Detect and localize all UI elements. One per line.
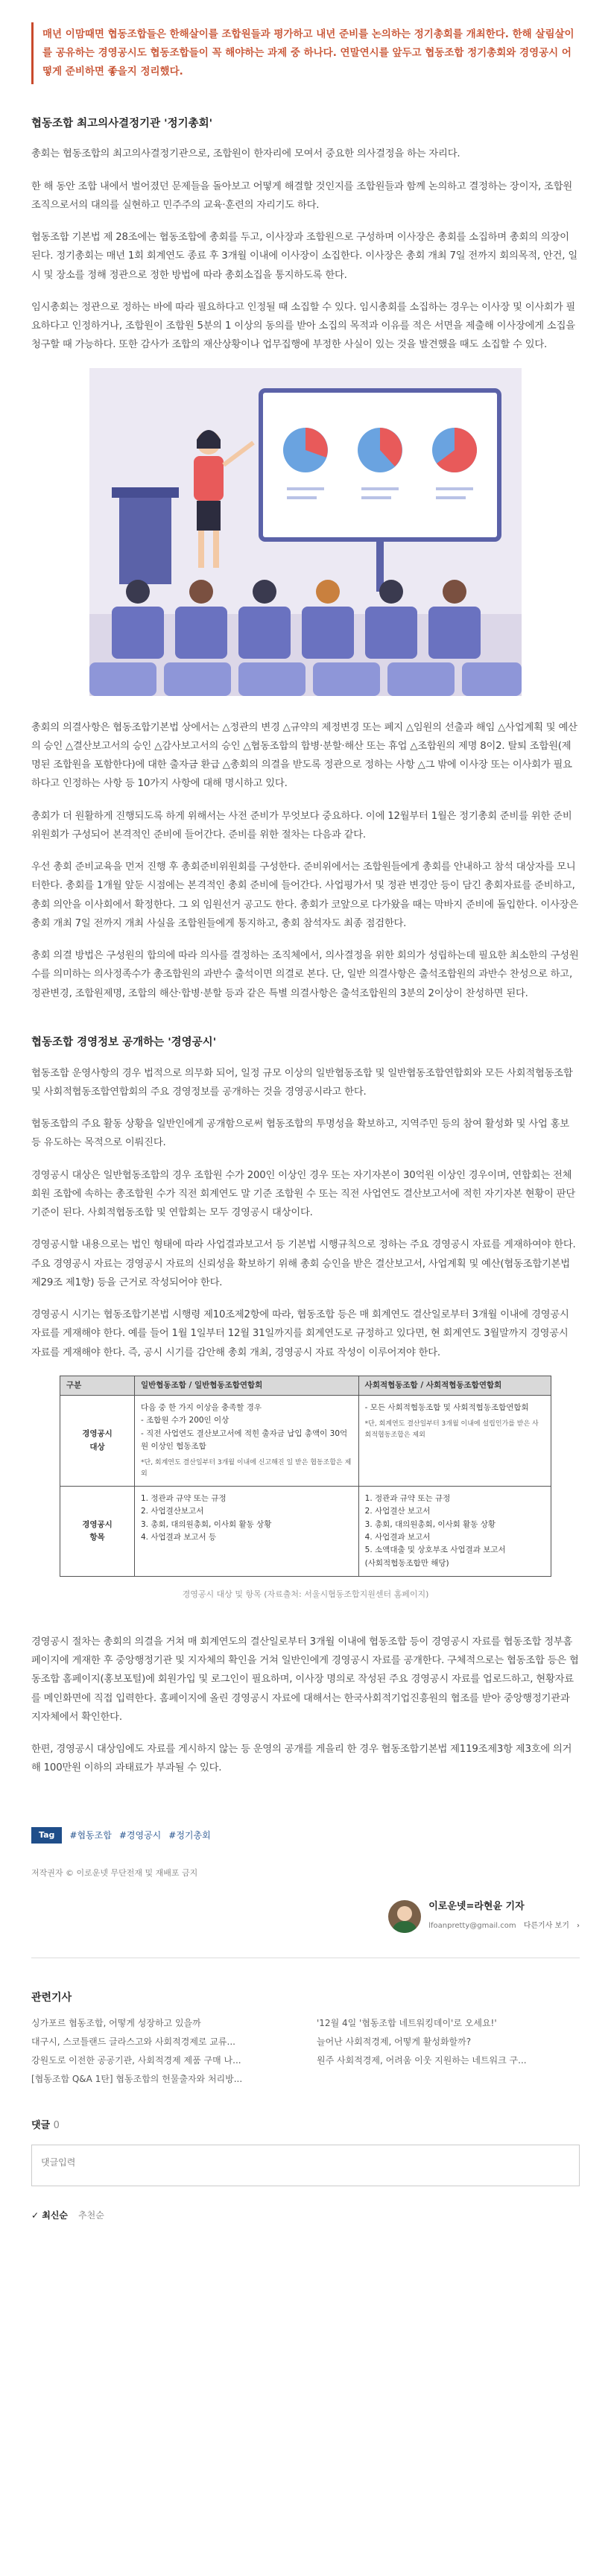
paragraph: 총회가 더 원활하게 진행되도록 하게 위해서는 사전 준비가 무엇보다 중요하다. 이에 12월부터 1월은 정기총회 준비를 위한 준비위원회가 구성되어 본격적인 준비에 들어간다. 준비를 위한 절차는 다음과 같다. xyxy=(31,810,572,841)
table-header-row xyxy=(60,1376,551,1395)
sort-recommended-tab[interactable]: 추천순 xyxy=(78,2210,104,2221)
article-page xyxy=(0,22,611,2254)
table-cell: 경영공시 항목 xyxy=(60,1487,135,1577)
table-cell-note: *단, 회계연도 결산일부터 3개월 이내에 신고해진 일 받은 협동조합은 제외 xyxy=(141,1459,352,1478)
table-cell xyxy=(358,1396,551,1487)
paragraph: 우선 총회 준비교육을 먼저 진행 후 총회준비위원회를 구성한다. 준비위에서는 조합원들에게 총회를 안내하고 참석 대상자를 모니터한다. 총회를 1개월 앞둔 시점에는 본격적인 총회 준비에 들어간다. 사업평가서 및 정관 변경안 등이 담긴 총회자료를 준비하고, 총회 의안을 이사회에서 확정한다. 그 외 임원선거 공고도 한다. 총회가 코앞으로 다가왔을 때는 막바지 준비에 돌입한다. 이사장은 총회 개최 7일 전까지 개최 사실을 조합원들에게 통지하고, 총회 참석자도 최종 점검한다. xyxy=(31,861,579,929)
comment-sort xyxy=(31,2207,580,2224)
paragraph: 협동조합의 주요 활동 상황을 일반인에게 공개함으로써 협동조합의 투명성을 확보하고, 지역주민 등의 참여 활성화 및 사업 홍보 등 유도하는 목적으로 이뤄진다. xyxy=(31,1118,569,1149)
disclosure-table-figure xyxy=(60,1376,551,1577)
paragraph: 경영공시할 내용으로는 법인 형태에 따라 사업결과보고서 등 기본법 시행규칙으로 정하는 주요 경영공시 자료를 게재하여야 한다. 주요 경영공시 자료는 경영공시 자료의 신뢰성을 확보하기 위해 총회 승인을 받은 결산보고서, 사업계획 및 예산(협동조합기본법 제29조 제1항) 등을 근거로 작성되어야 한다. xyxy=(31,1239,576,1288)
author-box xyxy=(31,1898,580,1934)
related-title: 관련기사 xyxy=(31,1991,72,2004)
table-row xyxy=(60,1487,551,1577)
table-row xyxy=(60,1396,551,1487)
related-article-link[interactable]: 원주 사회적경제, 어려움 이웃 지원하는 네트워크 구... xyxy=(317,2054,527,2066)
avatar xyxy=(388,1900,421,1933)
meeting-illustration xyxy=(89,368,522,696)
table-cell-text: - 모든 사회적협동조합 및 사회적협동조합연합회 xyxy=(364,1403,529,1413)
paragraph: 협동조합 기본법 제 28조에는 협동조합에 총회를 두고, 이사장과 조합원으로 구성하며 이사장은 총회를 소집하며 총회의 의장이 된다. 정기총회는 매년 1회 회계연도 종료 후 3개월 이내에 이사장이 소집한다. 이사장은 총회 개최 7일 전까지 회의목적, 안건, 일시 및 장소를 정해 정관으로 정한 방법에 따라 총회소집을 통지하도록 한다. xyxy=(31,232,577,281)
sort-latest-label: 최신순 xyxy=(42,2210,69,2221)
comments-header xyxy=(31,2117,580,2136)
paragraph: 경영공시 시기는 협동조합기본법 시행령 제10조제2항에 따라, 협동조합 등은 매 회계연도 결산일로부터 3개월 이내에 경영공시 자료를 게재해야 한다. 예를 들어 1월 1일부터 12월 31일까지를 회계연도로 규정하고 있다면, 현 회계연도 3월말까지 경영공시 자료를 게재해야 한다. 즉, 공시 시기를 감안해 총회 개최, 경영공시 자료 작성이 이루어져야 한다. xyxy=(31,1309,569,1358)
table-cell-note: *단, 회계연도 결산일부터 3개월 이내에 설립인가를 받은 사회적협동조합은 제외 xyxy=(364,1420,539,1440)
paragraph: 경영공시 절차는 총회의 의결을 거쳐 매 회계연도의 결산일로부터 3개월 이내에 협동조합 등이 경영공시 자료를 협동조합 정부홈페이지에 게재한 후 중앙행정기관 및 지자체의 확인을 거쳐 일반인에게 경영공시 자료를 공개한다. 구체적으로는 협동조합 등은 협동조합 홈페이지(홍보포털)에 회원가입 및 로그인이 필요하며, 이사장 명의로 작성된 주요 경영공시 자료를 업로드하고, 현황자료를 메인화면에 직접 입력한다. 홈페이지에 올린 경영공시 자료에 대해서는 한국사회적기업진흥원의 협조를 받아 중앙행정기관과 지자체에서 확인한다. xyxy=(31,1636,579,1723)
related-article-link[interactable]: 싱가포르 협동조합, 어떻게 성장하고 있을까 xyxy=(31,2018,201,2029)
paragraph: 한편, 경영공시 대상임에도 자료를 게시하지 않는 등 운영의 공개를 게을리 한 경우 협동조합기본법 제119조제3항 제3호에 의거해 100만원 이하의 과태료가 부과될 수 있다. xyxy=(31,1744,572,1774)
paragraph: 경영공시 대상은 일반협동조합의 경우 조합원 수가 200인 이상인 경우 또는 자기자본이 30억원 이상인 경우이며, 연합회는 전체 회원 조합에 속하는 총조합원 수가 직전 회계연도 말 기준 조합원 수 또는 직전 사업연도 결산보고서에 적힌 자기자본 현황이 판단기준이 된다. 사회적협동조합 및 연합회는 모두 경영공시 대상이다. xyxy=(31,1169,576,1218)
table-header: 일반협동조합 / 일반협동조합연합회 xyxy=(135,1376,359,1395)
related-article-link[interactable]: '12월 4일 '협동조합 네트워킹데이'로 오세요!' xyxy=(317,2018,497,2029)
related-article-link[interactable]: 대구시, 스코틀랜드 글라스고와 사회적경제로 교류... xyxy=(31,2037,235,2048)
copyright-notice: 저작권자 © 이로운넷 무단전재 및 재배포 금지 xyxy=(31,1868,198,1879)
section-heading-general-meeting: 협동조합 최고의사결정기관 '정기총회' xyxy=(31,117,213,130)
tag-list xyxy=(31,1827,580,1844)
paragraph: 한 해 동안 조합 내에서 벌어졌던 문제들을 돌아보고 어떻게 해결할 것인지를 조합원들과 함께 논의하고 결정하는 장이자, 조합원 조직으로서의 대의를 실현하고 민주주의 교육·훈련의 자리기도 하다. xyxy=(31,180,572,211)
chevron-right-icon[interactable]: › xyxy=(577,1921,580,1930)
section-heading-disclosure: 협동조합 경영정보 공개하는 '경영공시' xyxy=(31,1036,217,1048)
related-article-link[interactable]: 강원도로 이전한 공공기관, 사회적경제 제품 구매 나... xyxy=(31,2054,241,2066)
related-article-link[interactable]: [협동조합 Q&A 1탄] 협동조합의 헌물출자와 처리방... xyxy=(31,2073,243,2084)
comment-input[interactable] xyxy=(41,2157,570,2168)
tag-label: Tag xyxy=(31,1827,62,1844)
comments-count: 0 xyxy=(53,2120,60,2132)
author-email[interactable]: lfoanpretty@gmail.com xyxy=(428,1921,516,1930)
table-cell: 1. 정관과 규약 또는 규정 2. 사업결산보고서 3. 총회, 대의원총회, 이사회 활동 상황 4. 사업결과 보고서 등 xyxy=(135,1487,359,1577)
table-cell xyxy=(135,1396,359,1487)
tag-link[interactable]: #경영공시 xyxy=(118,1829,162,1841)
comment-box[interactable] xyxy=(31,2145,580,2186)
author-name: 이로운넷=라현윤 기자 xyxy=(428,1901,525,1913)
table-header: 사회적협동조합 / 사회적협동조합연합회 xyxy=(358,1376,551,1395)
table-cell: 경영공시 대상 xyxy=(60,1396,135,1487)
sort-latest-tab[interactable]: ✓ 최신순 xyxy=(31,2210,69,2221)
paragraph: 총회는 협동조합의 최고의사결정기관으로, 조합원이 한자리에 모여서 중요한 의사결정을 하는 자리다. xyxy=(31,148,460,160)
paragraph: 협동조합 운영사항의 경우 법적으로 의무화 되어, 일정 규모 이상의 일반협동조합 및 일반협동조합연합회와 모든 사회적협동조합 및 사회적협동조합연합회의 주요 경영정보를 공개하는 것을 경영공시라고 한다. xyxy=(31,1067,573,1098)
paragraph: 총회의 의결사항은 협동조합기본법 상에서는 △정관의 변경 △규약의 제정변경 또는 폐지 △임원의 선출과 해임 △사업계획 및 예산의 승인 △결산보고서의 승인 △감사보고서의 승인 △협동조합의 합병·분할·해산 또는 휴업 △조합원의 제명 8이2. 탈퇴 조합원(제명된 조합원을 포함한다)에 대한 출자금 환급 △총회의 의결을 받도록 정관으로 정하는 사항 △그 밖에 이사장 또는 이사회가 필요하다고 인정하는 사항 등 10가지 사항에 대해 명시하고 있다. xyxy=(31,721,577,790)
author-info xyxy=(428,1898,580,1934)
image-caption: 경영공시 대상 및 항목 (자료출처: 서울시협동조합지원센터 홈페이지) xyxy=(182,1589,429,1599)
related-article-link[interactable]: 늘어난 사회적경제, 어떻게 활성화할까? xyxy=(317,2037,472,2048)
disclosure-table xyxy=(60,1376,551,1577)
paragraph: 총회 의결 방법은 구성원의 합의에 따라 의사를 결정하는 조직체에서, 의사결정을 위한 회의가 성립하는데 필요한 최소한의 구성원수를 의미하는 의사정족수가 총조합원의 과반수 출석이면 의결로 본다. 단, 일반 의결사항은 출석조합원의 과반수 찬성으로 하고, 정관변경, 조합원제명, 조합의 해산·합병·분할 등과 같은 특별 의결사항은 출석조합원의 3분의 2이상이 찬성하면 된다. xyxy=(31,950,579,999)
table-header: 구분 xyxy=(60,1376,135,1395)
table-cell: 1. 정관과 규약 또는 규정 2. 사업결산 보고서 3. 총회, 대의원총회, 이사회 활동 상황 4. 사업결과 보고서 5. 소액대출 및 상호부조 사업결과 보고서 (사회적협동조합만 해당) xyxy=(358,1487,551,1577)
more-articles-link[interactable]: 다른기사 보기 xyxy=(523,1921,569,1930)
tag-link[interactable]: #협동조합 xyxy=(69,1829,112,1841)
tag-link[interactable]: #정기총회 xyxy=(168,1829,211,1841)
related-articles xyxy=(31,2015,580,2087)
article-body xyxy=(31,114,580,2224)
paragraph: 임시총회는 정관으로 정하는 바에 따라 필요하다고 인정될 때 소집할 수 있다. 임시총회를 소집하는 경우는 이사장 및 이사회가 필요하다고 인정하거나, 조합원이 조합원 5분의 1 이상의 동의를 받아 소집의 목적과 이유를 적은 서면을 제출해 이사장에게 소집을 청구할 때 가능하다. 또한 감사가 조합의 재산상황이나 업무집행에 부정한 사실이 있는 것을 발견했을 때도 소집할 수 있다. xyxy=(31,301,576,351)
table-cell-text: 다음 중 한 가지 이상을 충족할 경우 - 조합원 수가 200인 이상 - 직전 사업연도 결산보고서에 적힌 출자금 납입 총액이 30억 원 이상인 협동조합 xyxy=(141,1403,348,1451)
article-lead: 매년 이맘때면 협동조합들은 한해살이를 조합원들과 평가하고 내년 준비를 논의하는 정기총회를 개최한다. 한해 살림살이를 공유하는 경영공시도 협동조합들이 꼭 해야하는 과제 중 하나다. 연말연시를 앞두고 협동조합 정기총회와 경영공시 어떻게 준비하면 좋을지 정리했다. xyxy=(31,22,580,84)
comments-title: 댓글 xyxy=(31,2120,51,2132)
